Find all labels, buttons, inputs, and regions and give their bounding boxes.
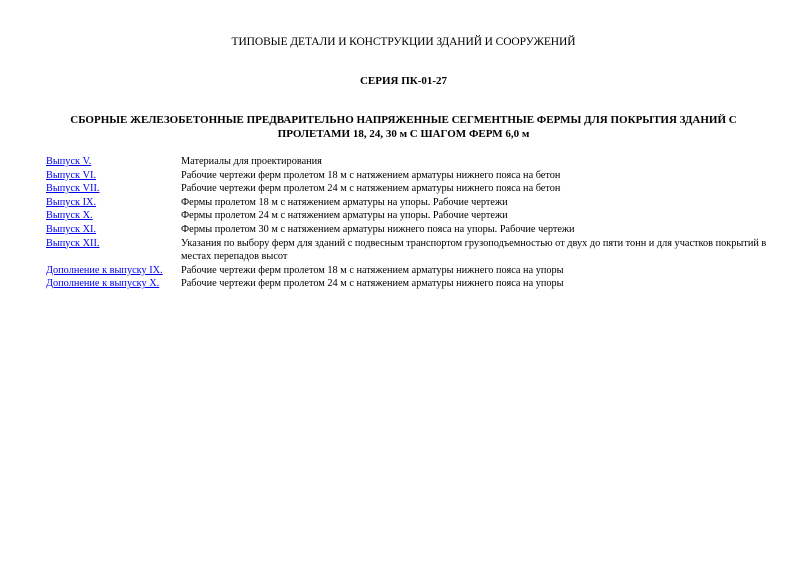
list-item [46, 209, 771, 223]
issue-link[interactable]: Выпуск VI. [46, 169, 97, 181]
list-item [46, 237, 771, 264]
issue-link[interactable]: Дополнение к выпуску X. [46, 278, 160, 290]
issue-description: Указания по выбору ферм для зданий с подвесным транспортом грузоподъемностью от двух до пяти тонн и для участков покрытий в местах перепадов высот [181, 237, 767, 263]
issue-description: Фермы пролетом 30 м с натяжением арматуры нижнего пояса на упоры. Рабочие чертежи [181, 223, 575, 235]
issue-link[interactable]: Выпуск XI. [46, 223, 97, 235]
list-item [46, 264, 771, 278]
list-item [46, 277, 771, 291]
issue-description: Рабочие чертежи ферм пролетом 18 м с натяжением арматуры нижнего пояса на упоры [181, 264, 564, 276]
issue-description: Фермы пролетом 24 м с натяжением арматуры на упоры. Рабочие чертежи [181, 210, 508, 222]
issue-description: Рабочие чертежи ферм пролетом 24 м с натяжением арматуры нижнего пояса на упоры [181, 278, 564, 290]
list-item [46, 182, 771, 196]
issue-link[interactable]: Выпуск X. [46, 210, 93, 222]
list-item [46, 155, 771, 169]
issue-description: Рабочие чертежи ферм пролетом 24 м с натяжением арматуры нижнего пояса на бетон [181, 183, 561, 195]
series-title: СЕРИЯ ПК-01-27 [359, 75, 448, 87]
issue-description: Рабочие чертежи ферм пролетом 18 м с натяжением арматуры нижнего пояса на бетон [181, 169, 561, 181]
list-item [46, 223, 771, 237]
issue-link[interactable]: Выпуск VII. [46, 183, 100, 195]
issue-description: Материалы для проектирования [181, 156, 322, 167]
issues-list [46, 155, 771, 291]
issue-link[interactable]: Выпуск IX. [46, 196, 97, 208]
issue-link[interactable]: Выпуск V. [46, 156, 92, 167]
issue-description: Фермы пролетом 18 м с натяжением арматуры на упоры. Рабочие чертежи [181, 196, 508, 208]
document-heading: СБОРНЫЕ ЖЕЛЕЗОБЕТОННЫЕ ПРЕДВАРИТЕЛЬНО НАПРЯЖЕННЫЕ СЕГМЕНТНЫЕ ФЕРМЫ ДЛЯ ПОКРЫТИЯ ЗДАНИЙ С ПРОЛЕТАМИ 18, 24, 30 м С ШАГОМ ФЕРМ 6,0 м [70, 114, 737, 140]
issue-link[interactable]: Выпуск XII. [46, 237, 100, 249]
document-top-title: ТИПОВЫЕ ДЕТАЛИ И КОНСТРУКЦИИ ЗДАНИЙ И СООРУЖЕНИЙ [231, 36, 576, 48]
list-item [46, 169, 771, 183]
issue-link[interactable]: Дополнение к выпуску IX. [46, 264, 163, 276]
list-item [46, 196, 771, 210]
